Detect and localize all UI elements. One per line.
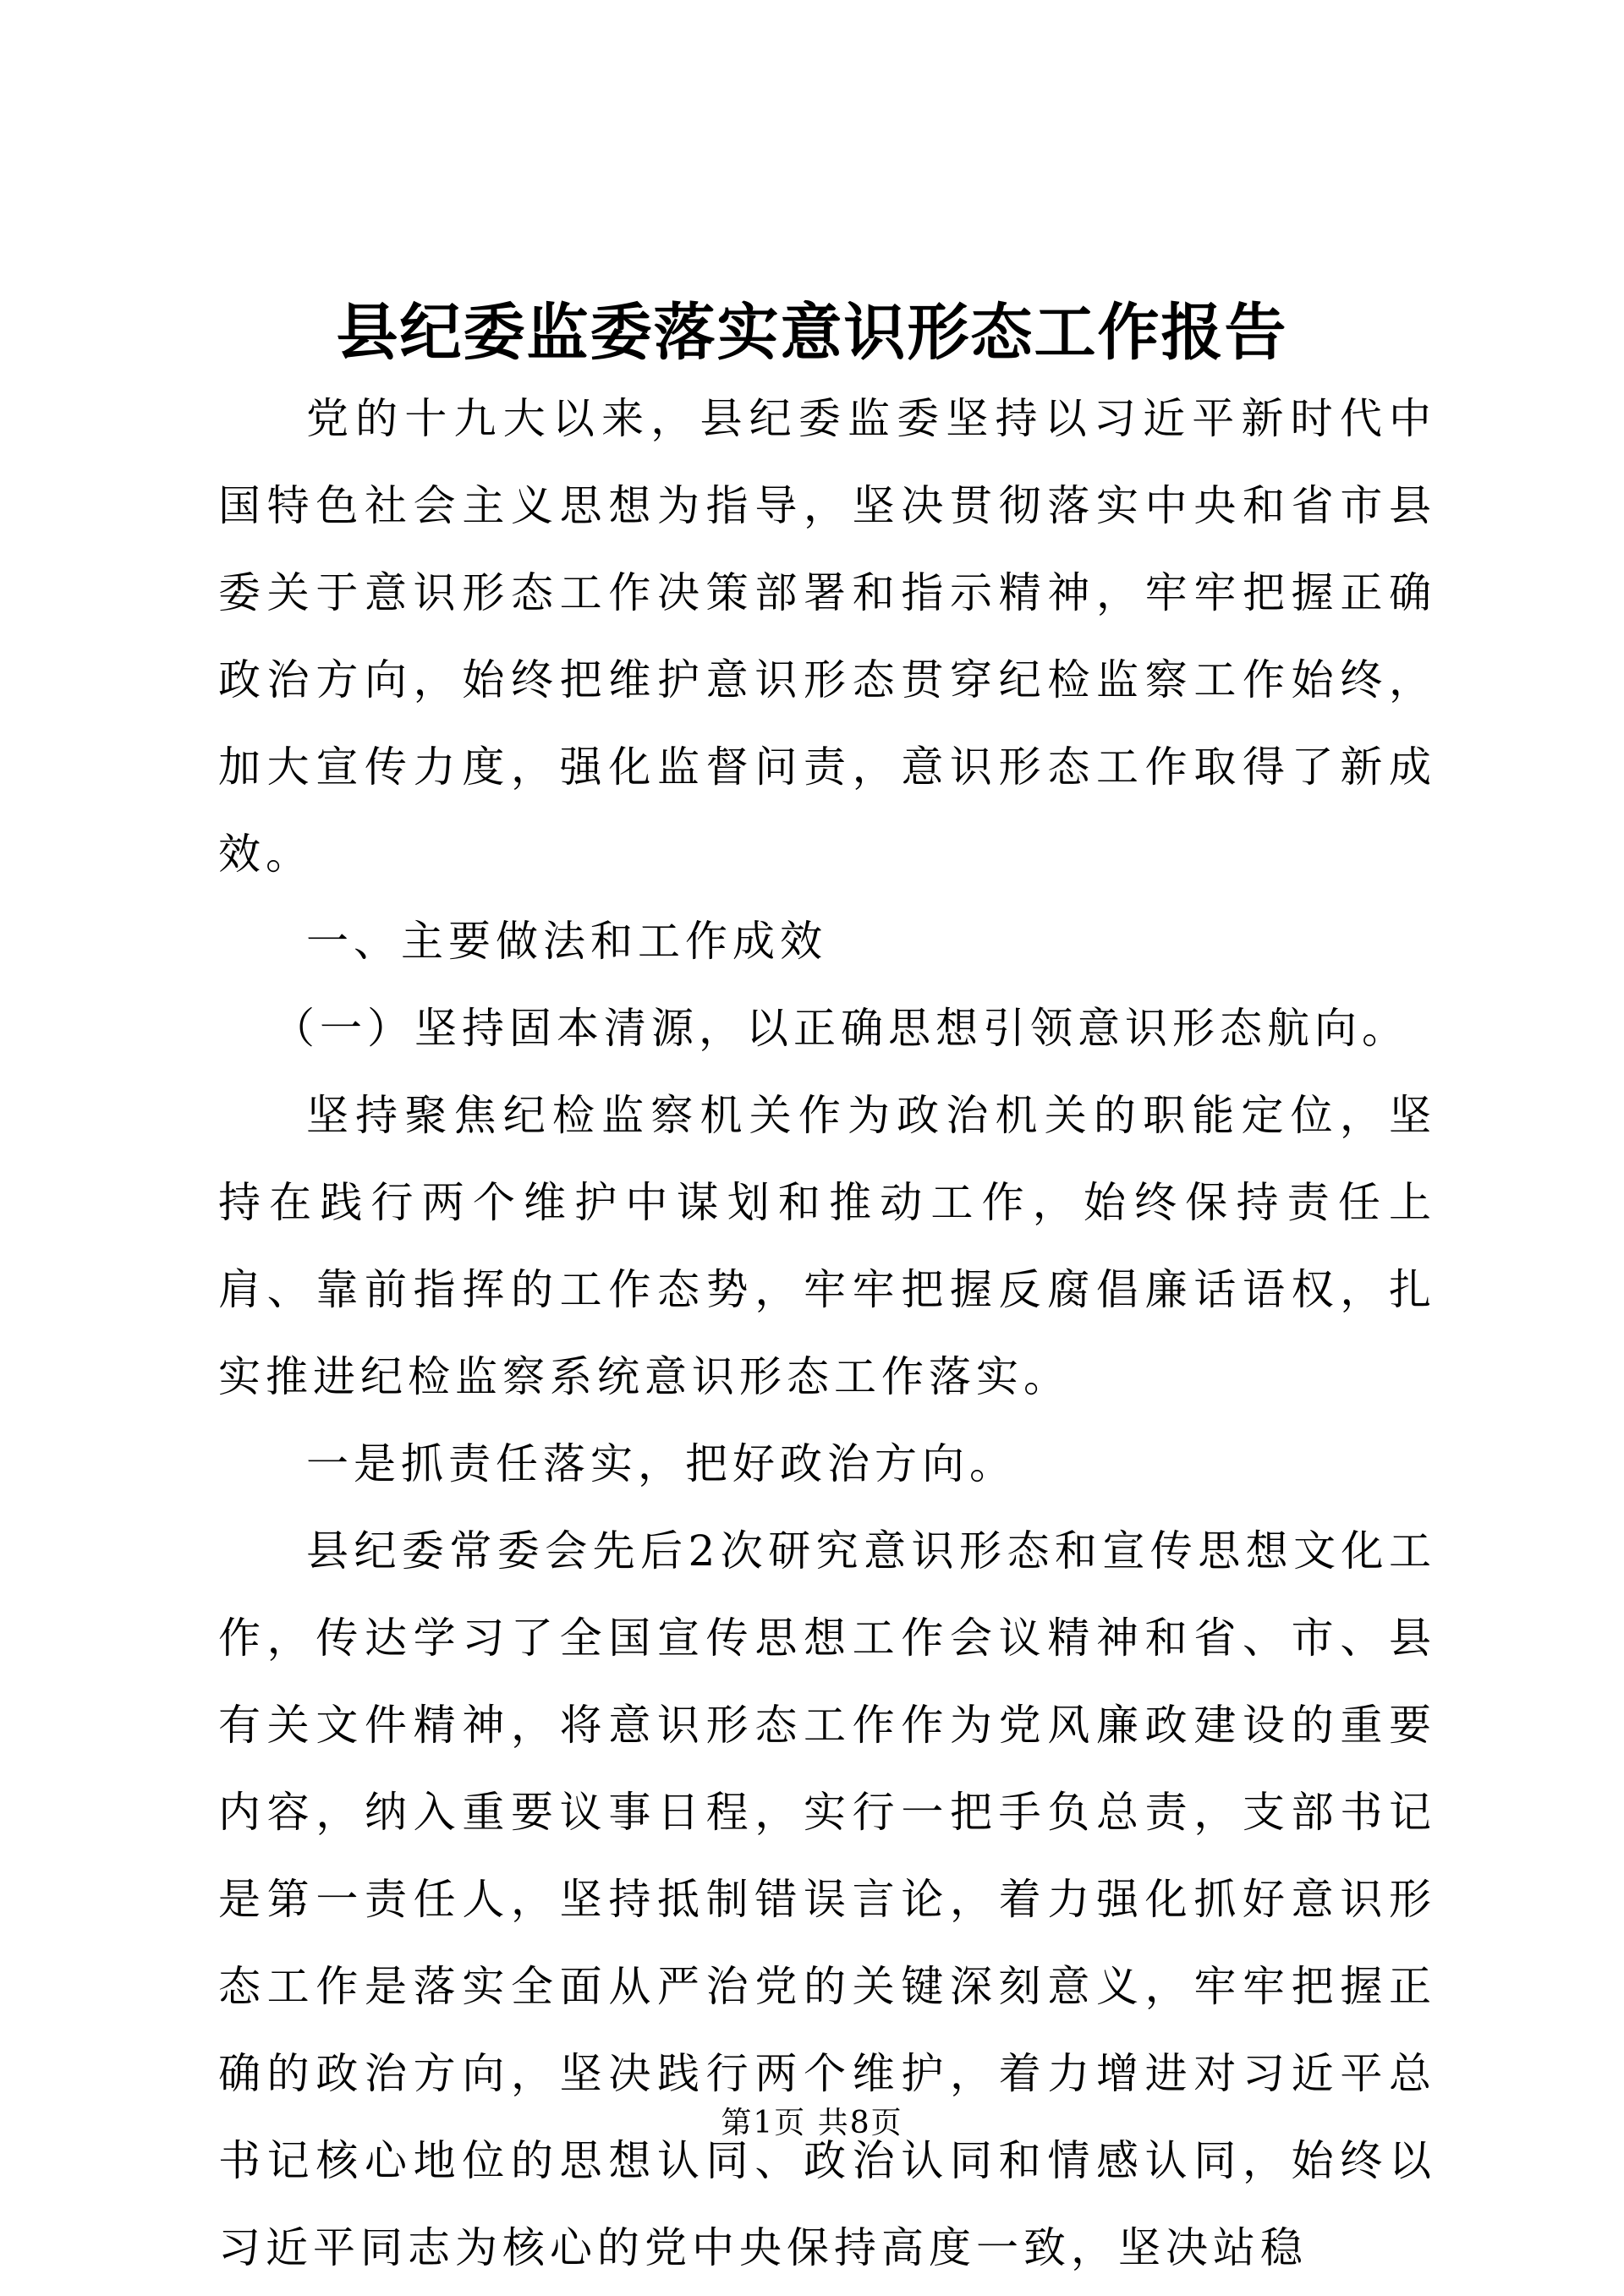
section-heading-1: 一、主要做法和工作成效 [306,917,827,966]
document-body [218,375,1436,2292]
paragraph-point-1: 县纪委常委会先后2次研究意识形态和宣传思想文化工作，传达学习了全国宣传思想工作会议精神和省、市、县有关文件精神，将意识形态工作作为党风廉政建设的重要内容，纳入重要议事日程，实行一把手负总责，支部书记是第一责任人，坚持抵制错误言论，着力强化抓好意识形态工作是落实全面从严治党的关键深刻意义，牢牢把握正确的政治方向，坚决践行两个维护，着力增进对习近平总书记核心地位的思想认同、政治认同和情感认同，始终以习近平同志为核心的党中央保持高度一致，坚决站稳 [218,1526,1436,2272]
document-title: 县纪委监委落实意识形态工作报告 [336,296,1288,369]
paragraph-subsection-1: 坚持聚焦纪检监察机关作为政治机关的职能定位，坚持在践行两个维护中谋划和推动工作，始终保持责任上肩、靠前指挥的工作态势，牢牢把握反腐倡廉话语权，扎实推进纪检监察系统意识形态工作落实。 [218,1091,1436,1401]
subsection-heading-1: （一）坚持固本清源，以正确思想引领意识形态航向。 [272,1004,1409,1053]
point-heading-1: 一是抓责任落实，把好政治方向。 [306,1439,1017,1488]
paragraph-intro: 党的十九大以来，县纪委监委坚持以习近平新时代中国特色社会主义思想为指导，坚决贯彻落实中央和省市县委关于意识形态工作决策部署和指示精神，牢牢把握正确政治方向，始终把维护意识形态贯穿纪检监察工作始终，加大宣传力度，强化监督问责，意识形态工作取得了新成效。 [218,394,1436,879]
page-footer: 第1页 共8页 [721,2106,903,2140]
